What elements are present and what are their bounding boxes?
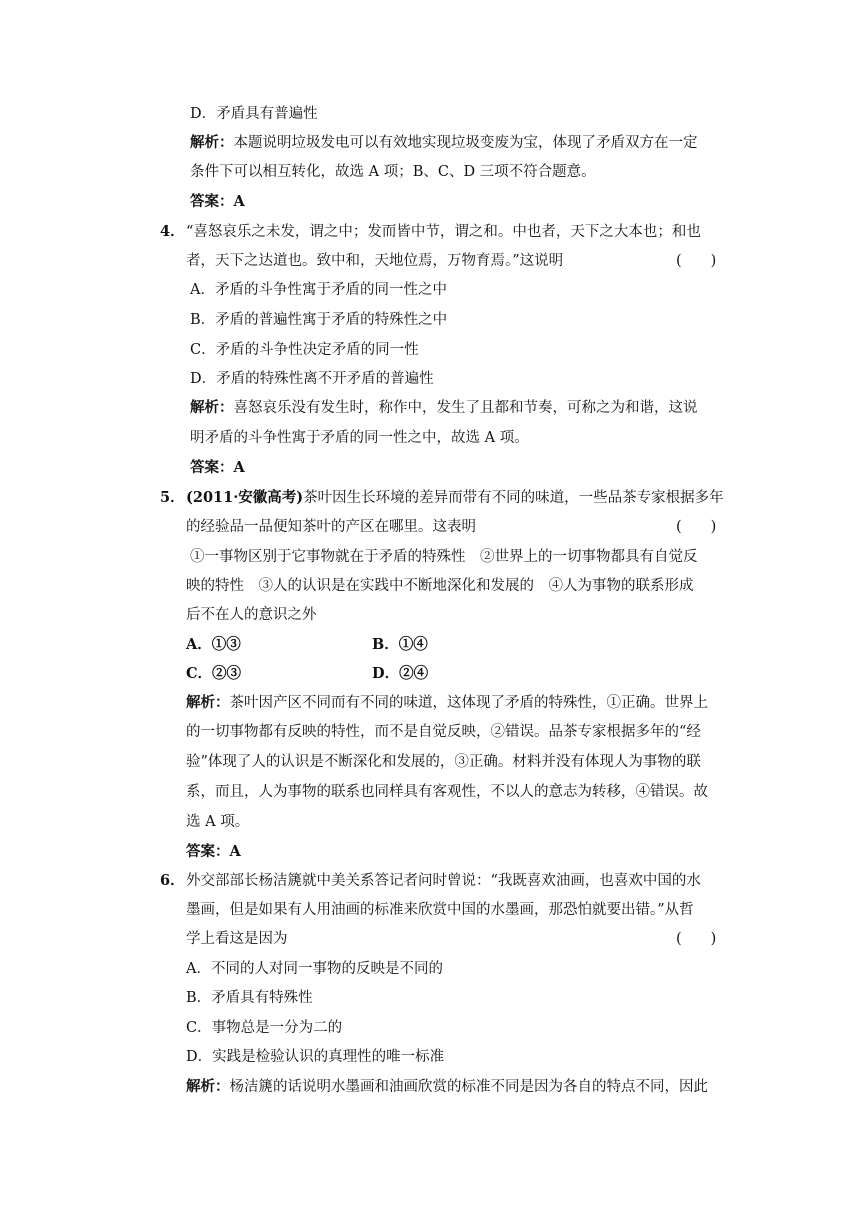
q5-number: 5． <box>160 489 185 506</box>
q5-analysis-line-3: 验”体现了人的认识是不断深化和发展的，③正确。材料并没有体现人为事物的联 <box>186 754 701 770</box>
q5-statements-line-2: 映的特性 ③人的认识是在实践中不断地深化和发展的 ④人为事物的联系形成 <box>186 578 694 594</box>
q5-statements-line-1: ①一事物区别于它事物就在于矛盾的特殊性 ②世界上的一切事物都具有自觉反 <box>190 549 698 565</box>
q4-number: 4． <box>160 223 185 240</box>
q6-number: 6． <box>160 872 185 889</box>
prev-analysis-line-1: 解析：本题说明垃圾发电可以有效地实现垃圾变废为宝，体现了矛盾双方在一定 <box>190 134 698 151</box>
q5-option-c: C．②③ <box>186 665 242 682</box>
q5-stem-line-2: 的经验品一品便知茶叶的产区在哪里。这表明 <box>186 519 476 535</box>
prev-answer: 答案：A <box>190 193 245 210</box>
q6-stem-line-1: 外交部部长杨洁篪就中美关系答记者问时曾说：“我既喜欢油画，也喜欢中国的水 <box>186 873 701 889</box>
q4-option-b: B．矛盾的普遍性寓于矛盾的特殊性之中 <box>190 312 448 328</box>
q4-analysis-line-2: 明矛盾的斗争性寓于矛盾的同一性之中，故选 A 项。 <box>190 430 529 446</box>
q5-stem-line-1: (2011·安徽高考)茶叶因生长环境的差异而带有不同的味道，一些品茶专家根据多年 <box>186 489 724 506</box>
q4-answer: 答案：A <box>190 459 245 476</box>
q5-option-d: D．②④ <box>372 665 429 682</box>
q6-stem-line-2: 墨画，但是如果有人用油画的标准来欣赏中国的水墨画，那恐怕就要出错。”从哲 <box>186 902 694 918</box>
analysis-label: 解析： <box>186 1078 230 1095</box>
q4-stem-line-2: 者，天下之达道也。致中和，天地位焉，万物育焉。”这说明 <box>186 253 564 269</box>
q6-option-b: B．矛盾具有特殊性 <box>186 990 313 1006</box>
q5-answer-paren: ( ) <box>676 519 717 535</box>
q4-analysis-line-1: 解析：喜怒哀乐没有发生时，称作中，发生了且都和节奏，可称之为和谐，这说 <box>190 399 698 416</box>
q6-analysis-line-1: 解析：杨洁篪的话说明水墨画和油画欣赏的标准不同是因为各自的特点不同，因此 <box>186 1078 708 1095</box>
analysis-label: 解析： <box>190 399 234 416</box>
analysis-label: 解析： <box>186 694 230 711</box>
q6-stem-line-3: 学上看这是因为 <box>186 931 288 947</box>
q6-answer-paren: ( ) <box>676 931 717 947</box>
q5-analysis-line-1: 解析：茶叶因产区不同而有不同的味道，这体现了矛盾的特殊性，①正确。世界上 <box>186 694 708 711</box>
q6-option-d: D．实践是检验认识的真理性的唯一标准 <box>186 1049 445 1065</box>
prev-option-d: D．矛盾具有普遍性 <box>190 106 318 122</box>
q4-answer-paren: ( ) <box>676 253 717 269</box>
q6-option-c: C．事物总是一分为二的 <box>186 1020 343 1036</box>
q4-option-c: C．矛盾的斗争性决定矛盾的同一性 <box>190 342 419 358</box>
q5-statements-line-3: 后不在人的意识之外 <box>186 607 317 623</box>
q6-option-a: A．不同的人对同一事物的反映是不同的 <box>186 961 443 977</box>
q5-source: (2011·安徽高考) <box>186 489 304 506</box>
q4-option-d: D．矛盾的特殊性离不开矛盾的普遍性 <box>190 371 434 387</box>
analysis-label: 解析： <box>190 134 234 151</box>
q5-analysis-line-2: 的一切事物都有反映的特性，而不是自觉反映，②错误。品茶专家根据多年的“经 <box>186 724 701 740</box>
q5-option-b: B．①④ <box>372 636 428 653</box>
prev-analysis-line-2: 条件下可以相互转化，故选 A 项；B、C、D 三项不符合题意。 <box>190 164 596 180</box>
q5-option-a: A．①③ <box>186 636 241 653</box>
q5-analysis-line-5: 选 A 项。 <box>186 814 250 830</box>
q4-stem-line-1: “喜怒哀乐之未发，谓之中；发而皆中节，谓之和。中也者，天下之大本也；和也 <box>186 224 701 240</box>
q4-option-a: A．矛盾的斗争性寓于矛盾的同一性之中 <box>190 282 447 298</box>
q5-answer: 答案：A <box>186 843 241 860</box>
q5-analysis-line-4: 系，而且，人为事物的联系也同样具有客观性，不以人的意志为转移，④错误。故 <box>186 784 708 800</box>
